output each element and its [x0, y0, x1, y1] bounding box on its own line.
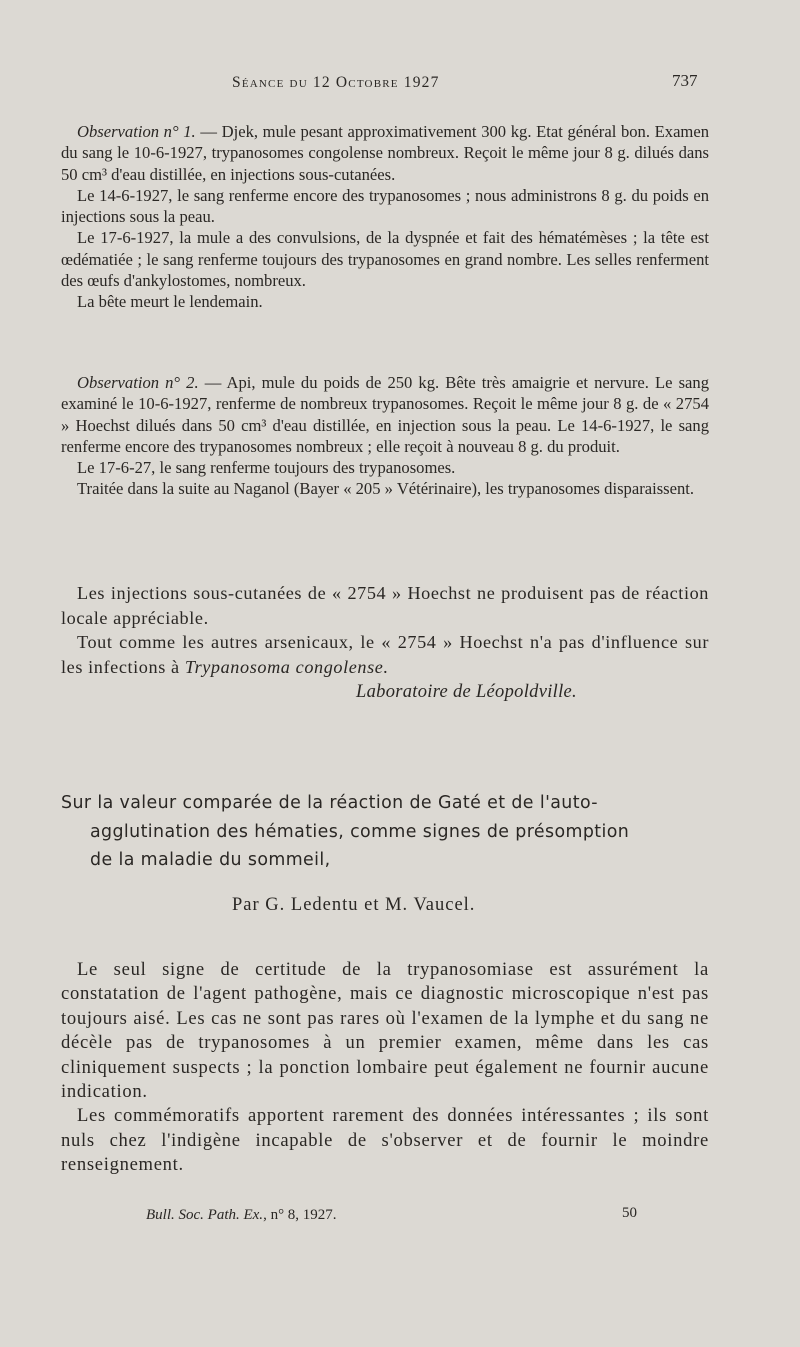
conclusion-paragraph-2: [61, 630, 709, 679]
page-number: 737: [672, 71, 698, 90]
observation-1-paragraph-2: Le 14-6-1927, le sang renferme encore des trypanosomes ; nous administrons 8 g. du poids en injections sous la peau.: [61, 185, 709, 227]
journal-issue: , n° 8, 1927.: [263, 1207, 337, 1223]
conclusion-paragraph-1: Les injections sous-cutanées de « 2754 » Hoechst ne produisent pas de réaction locale appréciable.: [61, 583, 709, 628]
article-title: [61, 789, 711, 875]
observation-2-paragraph-2: Le 17-6-27, le sang renferme toujours des trypanosomes.: [77, 458, 456, 478]
article-title-line-2: agglutination des hématies, comme signes de présomption: [90, 821, 630, 842]
sheet-number: 50: [622, 1205, 637, 1221]
conclusion: [61, 581, 709, 679]
observation-1-paragraph-3: Le 17-6-1927, la mule a des convulsions, de la dyspnée et fait des hématémèses ; la tête est œdématiée ; le sang renferme toujours des trypanosomes en grand nombre. Les selles renferment des œufs d'ankylostomes, nombreux.: [61, 228, 709, 291]
conclusion-text: Tout comme les autres arsenicaux, le « 2754 » Hoechst n'a pas d'influence sur les infections à: [61, 632, 709, 677]
article-authors: Par G. Ledentu et M. Vaucel.: [232, 895, 476, 915]
article-body: [61, 958, 709, 1178]
species-name: Trypanosoma congolense.: [184, 656, 389, 677]
observation-2: [61, 372, 709, 500]
observation-1-paragraph-4: La bête meurt le lendemain.: [77, 292, 263, 312]
observation-2-label: Observation n° 2.: [77, 373, 199, 392]
observation-2-paragraph: [61, 372, 709, 457]
observation-2-text: — Api, mule du poids de 250 kg. Bête très amaigrie et nervure. Le sang examiné le 10-6-1927, renferme de nombreux trypanosomes. Reçoit le même jour 8 g. de « 2754 » Hoechst dilués dans 50 cm³ d'eau distillée, en injection sous la peau. Le 14-6-1927, le sang renferme encore des trypanosomes nombreux ; elle reçoit à nouveau 8 g. du produit.: [61, 373, 710, 456]
observation-1-label: Observation n° 1.: [77, 122, 196, 141]
observation-1-paragraph: [61, 121, 709, 185]
article-title-line-3: de la maladie du sommeil,: [90, 850, 331, 870]
page-header: [0, 71, 800, 98]
journal-name: Bull. Soc. Path. Ex.: [146, 1207, 264, 1223]
observation-1: [61, 121, 709, 313]
article-paragraph-2: Les commémoratifs apportent rarement des données intéressantes ; ils sont nuls chez l'indigène incapable de s'observer et de fournir le moindre renseignement.: [61, 1105, 709, 1176]
article-title-line-1: Sur la valeur comparée de la réaction de Gaté et de l'auto-: [61, 793, 598, 813]
article-paragraph-1: Le seul signe de certitude de la trypanosomiase est assurément la constatation de l'agent pathogène, mais ce diagnostic microscopique n'est pas toujours aisé. Les cas ne sont pas rares où l'examen de la lymphe et du sang ne décèle pas de trypanosomes à un premier examen, même dans les cas cliniquement suspects ; la ponction lombaire peut également ne fournir aucune indication.: [61, 959, 709, 1103]
laboratory-signature: Laboratoire de Léopoldville.: [356, 682, 577, 702]
page-footer: [146, 1207, 666, 1224]
running-title: Séance du 12 Octobre 1927: [232, 74, 440, 91]
observation-1-text: — Djek, mule pesant approximativement 300 kg. Etat général bon. Examen du sang le 10-6-1927, trypanosomes congolense nombreux. Reçoit le même jour 8 g. dilués dans 50 cm³ d'eau distillée, en injections sous-cutanées.: [61, 122, 710, 184]
observation-2-paragraph-3: Traitée dans la suite au Naganol (Bayer « 205 » Vétérinaire), les trypanosomes disparaissent.: [77, 479, 695, 499]
